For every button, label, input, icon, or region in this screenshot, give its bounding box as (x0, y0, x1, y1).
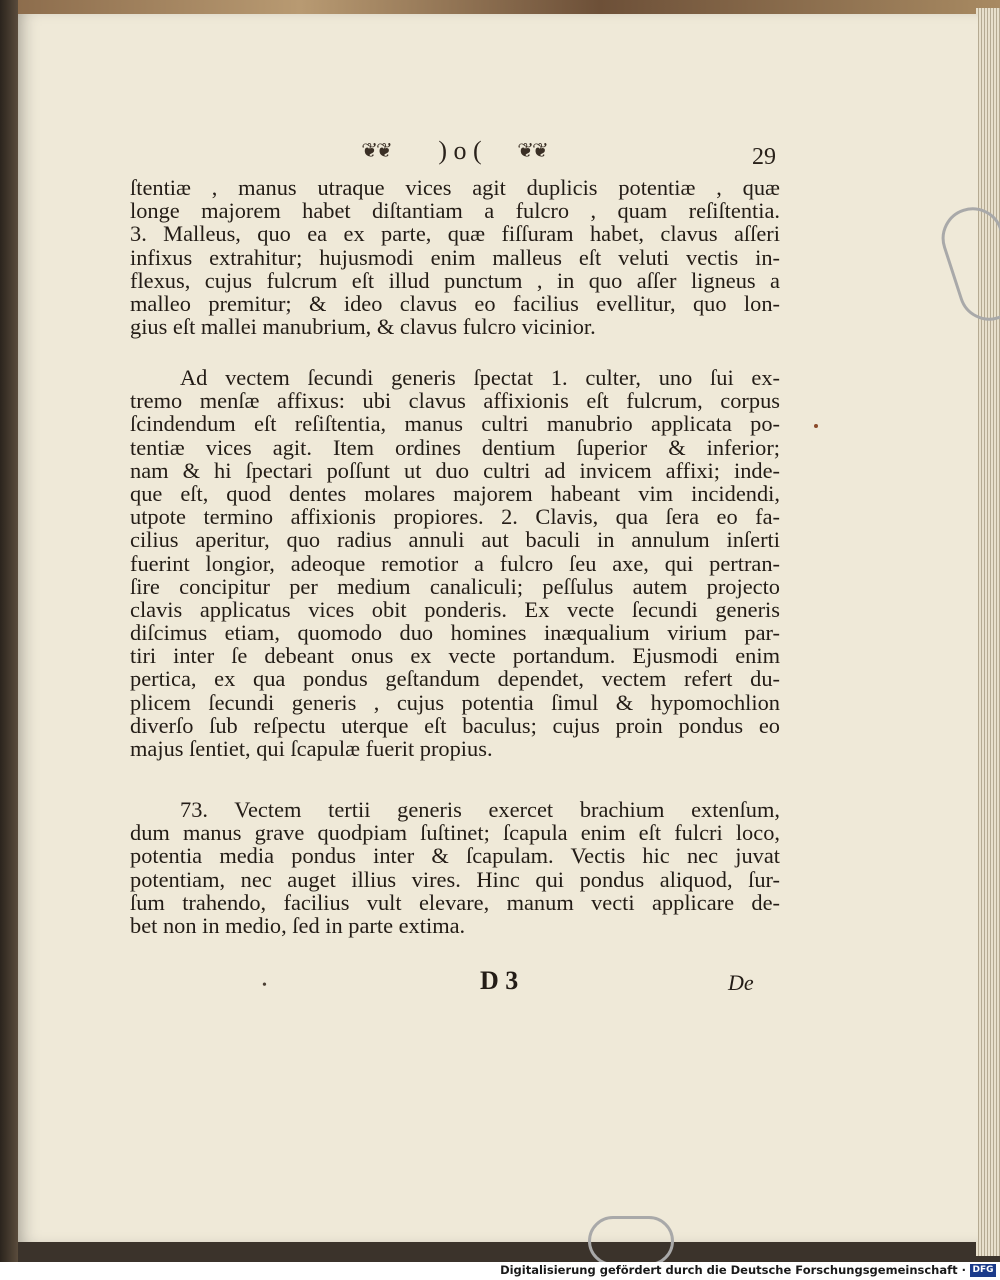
credit-bar (0, 1262, 1000, 1280)
text-line: ſtentiæ , manus utraque vices agit duplicis potentiæ , quæ (130, 175, 780, 200)
paper-speck (814, 424, 818, 428)
ornament-center-icon: ) o ( (438, 136, 482, 165)
text-line: nam & hi ſpectari poſſunt ut duo cultri ad invicem affixi; inde- (130, 457, 780, 483)
text-line: potentia media pondus inter & ſcapulam. Vectis hic nec juvat (130, 843, 780, 869)
paragraph-3 (130, 798, 780, 937)
text-line: plicem ſecundi generis , cujus potentia ſimul & hypomochlion (130, 689, 780, 715)
text-line: gius eſt mallei manubrium, & clavus fulcro vicinior. (130, 314, 596, 340)
text-line: ſcindendum eſt reſiſtentia, manus cultri manubrio applicata po- (130, 411, 780, 437)
text-line: fuerint longior, adeoque remotior a fulcro ſeu axe, qui pertran- (130, 550, 780, 576)
text-line: 73. Vectem tertii generis exercet brachium extenſum, (180, 797, 780, 822)
text-line: longe majorem habet diſtantiam a fulcro , quam reſiſtentia. (130, 198, 780, 224)
text-line: ſire concipitur per medium canaliculi; peſſulus autem projecto (130, 573, 780, 599)
credit-text: Digitalisierung gefördert durch die Deutsche Forschungsgemeinschaft · (500, 1263, 966, 1277)
catchword: De (728, 970, 754, 995)
text-line: utpote termino affixionis propiores. 2. Clavis, qua ſera eo fa- (130, 504, 780, 530)
text-line: pertica, ex qua pondus geſtandum dependet, vectem refert du- (130, 666, 780, 692)
page-header (0, 136, 1000, 170)
signature-mark: D 3 (480, 966, 519, 995)
text-line: dum manus grave quodpiam ſuſtinet; ſcapula enim eſt fulcri loco, (130, 820, 780, 846)
text-line: que eſt, quod dentes molares majorem habeant vim incidendi, (130, 480, 780, 506)
text-line: tentiæ vices agit. Item ordines dentium ſuperior & inferior; (130, 434, 780, 460)
text-line: diſcimus etiam, quomodo duo homines inæqualium virium par- (130, 620, 780, 646)
ornament-left-icon: ❦❦ (361, 140, 391, 162)
text-line: bet non in medio, ſed in parte extima. (130, 912, 466, 938)
text-line: infixus extrahitur; hujusmodi enim malleus eſt veluti vectis in- (130, 244, 780, 270)
text-line: diverſo ſub reſpectu uterque eſt baculus; cujus proin pondus eo (130, 712, 780, 738)
dfg-logo-icon: DFG (970, 1264, 996, 1277)
binding-shadow (0, 0, 18, 1262)
text-line: malleo premitur; & ideo clavus eo facilius evellitur, quo lon- (130, 290, 780, 316)
ink-dot: • (262, 978, 267, 993)
text-line: 3. Malleus, quo ea ex parte, quæ fiſſuram habet, clavus aſſeri (130, 221, 780, 247)
text-line: tiri inter ſe debeant onus ex vecte portandum. Ejusmodi enim (130, 643, 780, 669)
page-stack-edge (976, 8, 1000, 1256)
paragraph-1 (130, 176, 780, 338)
text-line: tremo menſæ affixus: ubi clavus affixionis eſt fulcrum, corpus (130, 388, 780, 414)
text-line: ſum trahendo, facilius vult elevare, manum vecti applicare de- (130, 889, 780, 915)
text-line: Ad vectem ſecundi generis ſpectat 1. culter, uno ſui ex- (180, 365, 780, 390)
page-number: 29 (752, 144, 776, 170)
paper-clip-bottom-icon (588, 1216, 674, 1266)
ornament-right-icon: ❦❦ (517, 140, 547, 162)
text-line: clavis applicatus vices obit ponderis. Ex vecte ſecundi generis (130, 596, 780, 622)
text-line: cilius aperitur, quo radius annuli aut baculi in annulum inſerti (130, 527, 780, 553)
text-line: potentiam, nec auget illius vires. Hinc qui pondus aliquod, ſur- (130, 866, 780, 892)
paragraph-2 (130, 366, 780, 760)
text-line: majus ſentiet, qui ſcapulæ fuerit propius. (130, 736, 493, 761)
text-line: flexus, cujus fulcrum eſt illud punctum , in quo aſſer ligneus a (130, 267, 780, 293)
